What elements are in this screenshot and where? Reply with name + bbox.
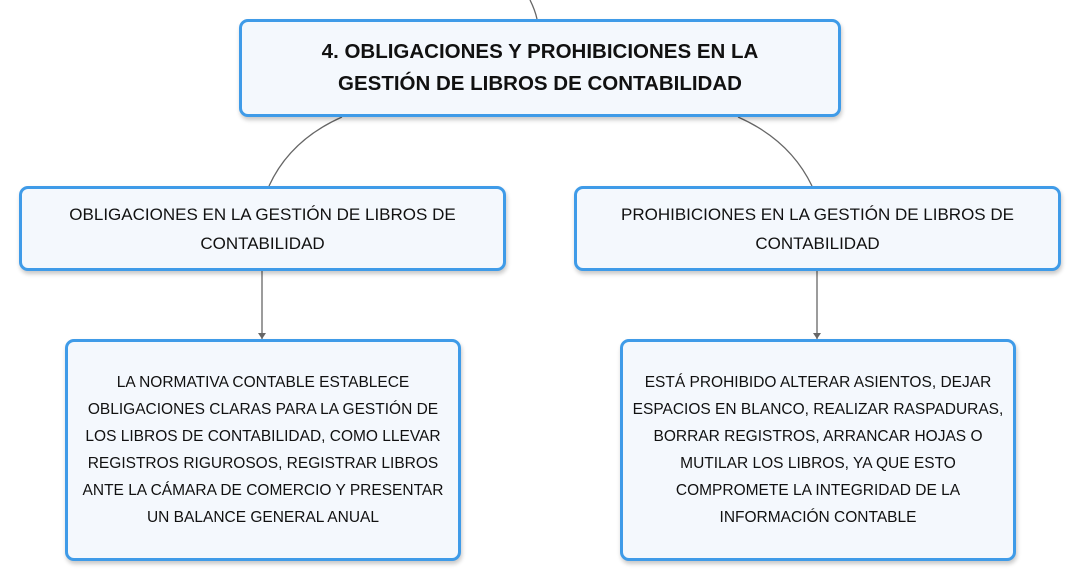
obligaciones-branch-node[interactable] xyxy=(19,186,506,271)
root-topic-node[interactable] xyxy=(239,19,841,117)
connector-root-to-obligaciones xyxy=(269,117,342,186)
connector-parent-to-root xyxy=(530,0,537,19)
obligaciones-detail-node[interactable] xyxy=(65,339,461,561)
root-topic-label: 4. OBLIGACIONES Y PROHIBICIONES EN LA GESTIÓN DE LIBROS DE CONTABILIDAD xyxy=(321,40,759,95)
obligaciones-detail-text: LA NORMATIVA CONTABLE ESTABLECE OBLIGACIONES CLARAS PARA LA GESTIÓN DE LOS LIBROS DE CONTABILIDAD, COMO LLEVAR REGISTROS RIGUROSOS, REGISTRAR LIBROS ANTE LA CÁMARA DE COMERCIO Y PRESENTAR UN BALANCE GENERAL ANUAL xyxy=(82,374,444,526)
obligaciones-branch-label: OBLIGACIONES EN LA GESTIÓN DE LIBROS DE CONTABILIDAD xyxy=(69,204,456,253)
prohibiciones-branch-node[interactable] xyxy=(574,186,1061,271)
connector-root-to-prohibiciones xyxy=(738,117,812,186)
prohibiciones-branch-label: PROHIBICIONES EN LA GESTIÓN DE LIBROS DE CONTABILIDAD xyxy=(621,204,1014,253)
prohibiciones-detail-text: ESTÁ PROHIBIDO ALTERAR ASIENTOS, DEJAR ESPACIOS EN BLANCO, REALIZAR RASPADURAS, BORRAR REGISTROS, ARRANCAR HOJAS O MUTILAR LOS LIBROS, YA QUE ESTO COMPROMETE LA INTEGRIDAD DE LA INFORMACIÓN CONTABLE xyxy=(632,374,1004,526)
prohibiciones-detail-node[interactable] xyxy=(620,339,1016,561)
